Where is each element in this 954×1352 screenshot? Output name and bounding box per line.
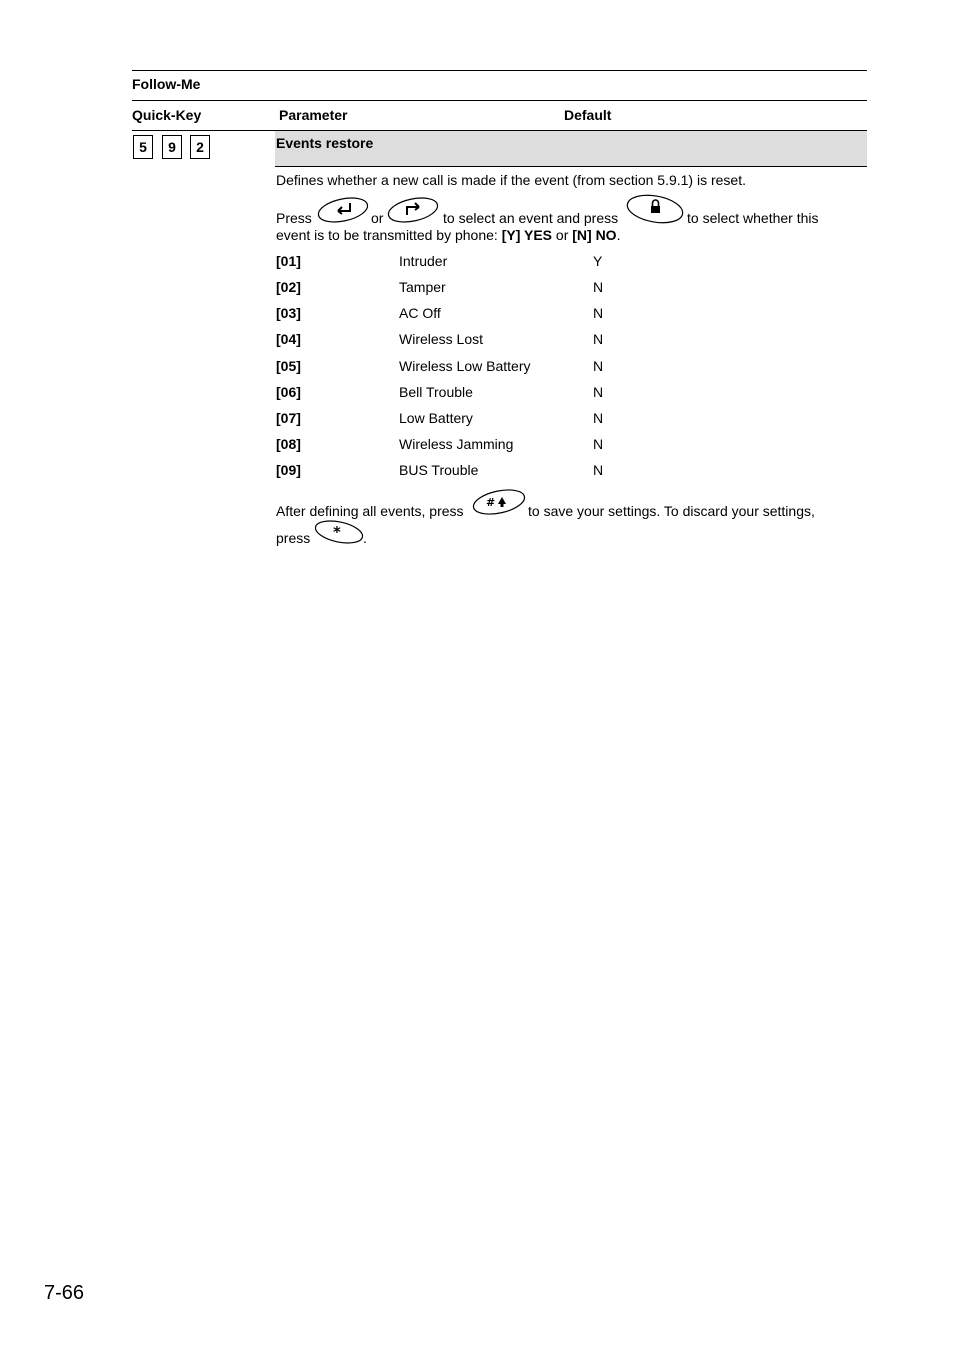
table-row [276, 279, 676, 297]
event-name: Wireless Low Battery [399, 358, 531, 374]
arrow-up-right-key-icon [386, 194, 440, 226]
event-code: [08] [276, 436, 301, 452]
col-header-default: Default [564, 107, 612, 123]
table-row [276, 436, 676, 454]
event-default: N [593, 279, 604, 295]
event-code: [03] [276, 305, 301, 321]
instr-period: . [616, 227, 621, 243]
title-rule [132, 100, 867, 101]
section-description: Defines whether a new call is made if the event (from section 5.9.1) is reset. [276, 172, 746, 188]
event-code: [02] [276, 279, 301, 295]
table-row [276, 358, 676, 376]
event-code: [01] [276, 253, 301, 269]
event-name: BUS Trouble [399, 462, 479, 478]
hash-key-icon [471, 486, 527, 518]
event-default: N [593, 462, 604, 478]
quick-key-digit: 9 [162, 135, 182, 159]
event-name: Tamper [399, 279, 446, 295]
event-name: Wireless Lost [399, 331, 484, 347]
event-default: N [593, 410, 604, 426]
instr-press-text: Press [276, 210, 312, 226]
event-name: Low Battery [399, 410, 473, 426]
event-name: Wireless Jamming [399, 436, 514, 452]
event-code: [05] [276, 358, 301, 374]
section-title: Events restore [276, 135, 374, 151]
event-default: N [593, 436, 604, 452]
svg-text:*: * [333, 523, 341, 541]
col-header-parameter: Parameter [279, 107, 348, 123]
footer-line-2 [276, 518, 476, 552]
event-code: [06] [276, 384, 301, 400]
quick-key-digit: 2 [190, 135, 210, 159]
footer-press-text: press [276, 530, 311, 546]
instr-line2-text: event is to be transmitted by phone: [276, 227, 498, 243]
footer-line-1 [276, 486, 868, 520]
table-title: Follow-Me [132, 76, 201, 92]
event-name: Intruder [399, 253, 448, 269]
event-code: [04] [276, 331, 301, 347]
table-row [276, 253, 676, 271]
arrow-down-left-key-icon [316, 194, 370, 226]
quick-key-digit: 5 [133, 135, 153, 159]
footer-after-text: After defining all events, press [276, 503, 464, 519]
instr-select-text: to select an event and press [443, 210, 619, 226]
event-name: AC Off [399, 305, 441, 321]
table-row [276, 462, 676, 480]
instruction-line-1 [276, 192, 868, 226]
instr-no: [N] NO [572, 227, 617, 243]
instr-or-text: or [371, 210, 384, 226]
event-default: N [593, 384, 604, 400]
footer-save-text: to save your settings. To discard your settings, [528, 503, 815, 519]
instr-or2: or [555, 227, 569, 243]
top-rule [132, 70, 867, 71]
table-row [276, 331, 676, 349]
event-default: Y [593, 253, 603, 269]
instruction-line-2 [276, 227, 620, 243]
table-row [276, 410, 676, 428]
event-default: N [593, 358, 604, 374]
table-row [276, 305, 676, 323]
event-default: N [593, 305, 604, 321]
table-row [276, 384, 676, 402]
event-default: N [593, 331, 604, 347]
footer-period: . [363, 530, 367, 546]
lock-key-icon [625, 192, 685, 226]
event-code: [09] [276, 462, 301, 478]
event-name: Bell Trouble [399, 384, 473, 400]
page-number: 7-66 [44, 1282, 85, 1304]
instr-whether-text: to select whether this [687, 210, 819, 226]
col-header-quick-key: Quick-Key [132, 107, 202, 123]
instr-yes: [Y] YES [501, 227, 553, 243]
star-key-icon [313, 518, 365, 548]
event-code: [07] [276, 410, 301, 426]
svg-text:#: # [486, 496, 496, 509]
